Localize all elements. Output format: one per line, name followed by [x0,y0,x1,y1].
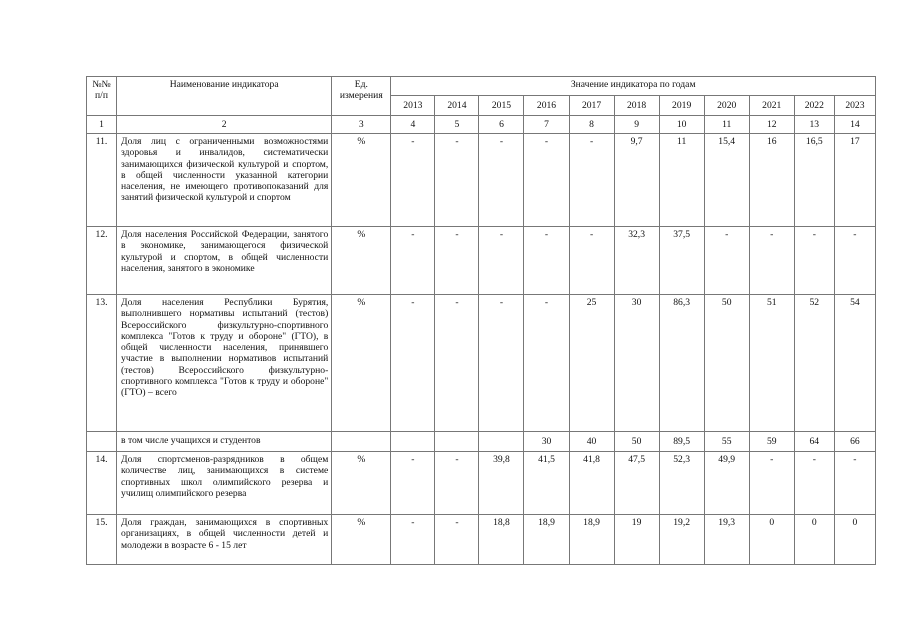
indicator-value: - [435,134,479,227]
row-number: 15. [87,515,117,565]
indicator-value: 11 [659,134,704,227]
indicator-value: 0 [749,515,794,565]
year-header: 2017 [569,96,614,116]
indicator-value: - [435,452,479,515]
column-index: 12 [749,116,794,134]
column-index: 5 [435,116,479,134]
unit: % [332,134,391,227]
indicator-value: - [479,295,524,432]
indicator-value: 19 [614,515,659,565]
indicator-value: 9,7 [614,134,659,227]
column-index: 2 [117,116,332,134]
indicator-value: 64 [794,432,834,452]
indicator-value: - [704,227,749,295]
indicator-value: 52,3 [659,452,704,515]
year-header: 2019 [659,96,704,116]
row-number: 11. [87,134,117,227]
table-row [87,452,876,515]
indicator-value: 51 [749,295,794,432]
indicator-value: - [569,227,614,295]
year-header: 2022 [794,96,834,116]
indicator-name: Доля населения Российской Федерации, занятого в экономике, занимающегося физической культурой и спортом, в общей численности населения, занятого в экономике [117,227,332,295]
header-num: №№ п/п [87,77,117,116]
indicator-name: Доля спортсменов-разрядников в общем количестве лиц, занимающихся в системе спортивных школ олимпийского резерва и училищ олимпийского резерва [117,452,332,515]
indicator-value: 16 [749,134,794,227]
indicator-value: 0 [794,515,834,565]
indicator-value: 50 [704,295,749,432]
indicator-value: 39,8 [479,452,524,515]
table-row [87,432,876,452]
unit: % [332,452,391,515]
indicator-value: 59 [749,432,794,452]
header-values: Значение индикатора по годам [391,77,876,96]
column-index: 14 [834,116,875,134]
column-index: 7 [524,116,569,134]
indicator-value: 15,4 [704,134,749,227]
column-index: 3 [332,116,391,134]
column-index: 6 [479,116,524,134]
indicator-value: 37,5 [659,227,704,295]
indicator-value: 50 [614,432,659,452]
header-unit: Ед. измерения [332,77,391,116]
row-number: 12. [87,227,117,295]
indicator-value: - [391,452,435,515]
unit: % [332,295,391,432]
indicator-value: - [524,227,569,295]
year-header: 2018 [614,96,659,116]
indicator-value [479,432,524,452]
row-number: 14. [87,452,117,515]
header-name: Наименование индикатора [117,77,332,116]
year-header: 2020 [704,96,749,116]
indicator-value: 52 [794,295,834,432]
indicator-value: - [391,295,435,432]
indicator-value: - [749,452,794,515]
indicator-value: - [794,227,834,295]
year-header: 2023 [834,96,875,116]
indicator-table [86,76,876,565]
indicator-value: 16,5 [794,134,834,227]
column-index: 1 [87,116,117,134]
indicator-value: 47,5 [614,452,659,515]
indicator-value: 41,5 [524,452,569,515]
year-header: 2014 [435,96,479,116]
indicator-value: - [749,227,794,295]
indicator-value [391,432,435,452]
indicator-value: - [834,227,875,295]
indicator-value: 55 [704,432,749,452]
indicator-value: 19,3 [704,515,749,565]
table-row [87,295,876,432]
indicator-value: 19,2 [659,515,704,565]
table-row [87,227,876,295]
year-header: 2013 [391,96,435,116]
column-index: 8 [569,116,614,134]
indicator-name: в том числе учащихся и студентов [117,432,332,452]
indicator-value: - [435,515,479,565]
column-index: 11 [704,116,749,134]
indicator-value: - [524,295,569,432]
indicator-name: Доля населения Республики Бурятия, выполнившего нормативы испытаний (тестов) Всероссийского физкультурно-спортивного комплекса "Готов к труду и обороне" (ГТО), в общей численности населения, принявшего участие в выполнении нормативов испытаний (тестов) Всероссийского физкультурно-спортивного комплекса "Готов к труду и обороне" (ГТО) – всего [117,295,332,432]
column-index: 4 [391,116,435,134]
year-header: 2016 [524,96,569,116]
indicator-value: 30 [524,432,569,452]
indicator-name: Доля граждан, занимающихся в спортивных организациях, в общей численности детей и молодежи в возрасте 6 - 15 лет [117,515,332,565]
indicator-value: 18,8 [479,515,524,565]
indicator-value: 54 [834,295,875,432]
indicator-value: - [391,134,435,227]
indicator-value: - [524,134,569,227]
unit: % [332,227,391,295]
indicator-value: - [435,227,479,295]
indicator-value: - [834,452,875,515]
row-number: 13. [87,295,117,432]
indicator-value: 89,5 [659,432,704,452]
indicator-value: - [479,134,524,227]
indicator-value: 41,8 [569,452,614,515]
indicator-value: - [479,227,524,295]
column-index-row [87,116,876,134]
table-row [87,515,876,565]
indicator-value: 18,9 [524,515,569,565]
indicator-value: - [435,295,479,432]
unit: % [332,515,391,565]
indicator-value: 17 [834,134,875,227]
indicator-value [435,432,479,452]
column-index: 9 [614,116,659,134]
indicator-value: 66 [834,432,875,452]
indicator-value: 86,3 [659,295,704,432]
indicator-value: 49,9 [704,452,749,515]
indicator-value: - [391,227,435,295]
unit [332,432,391,452]
indicator-value: 32,3 [614,227,659,295]
indicator-value: 40 [569,432,614,452]
table-row [87,134,876,227]
indicator-value: 0 [834,515,875,565]
indicator-value: 18,9 [569,515,614,565]
row-number [87,432,117,452]
indicator-value: 30 [614,295,659,432]
indicator-value: - [794,452,834,515]
column-index: 13 [794,116,834,134]
indicator-value: 25 [569,295,614,432]
indicator-value: - [391,515,435,565]
year-header: 2021 [749,96,794,116]
column-index: 10 [659,116,704,134]
indicator-value: - [569,134,614,227]
indicator-name: Доля лиц с ограниченными возможностями здоровья и инвалидов, систематически занимающихся физической культурой и спортом, в общей численности указанной категории населения, не имеющего противопоказаний для занятий физической культурой и спортом [117,134,332,227]
year-header: 2015 [479,96,524,116]
